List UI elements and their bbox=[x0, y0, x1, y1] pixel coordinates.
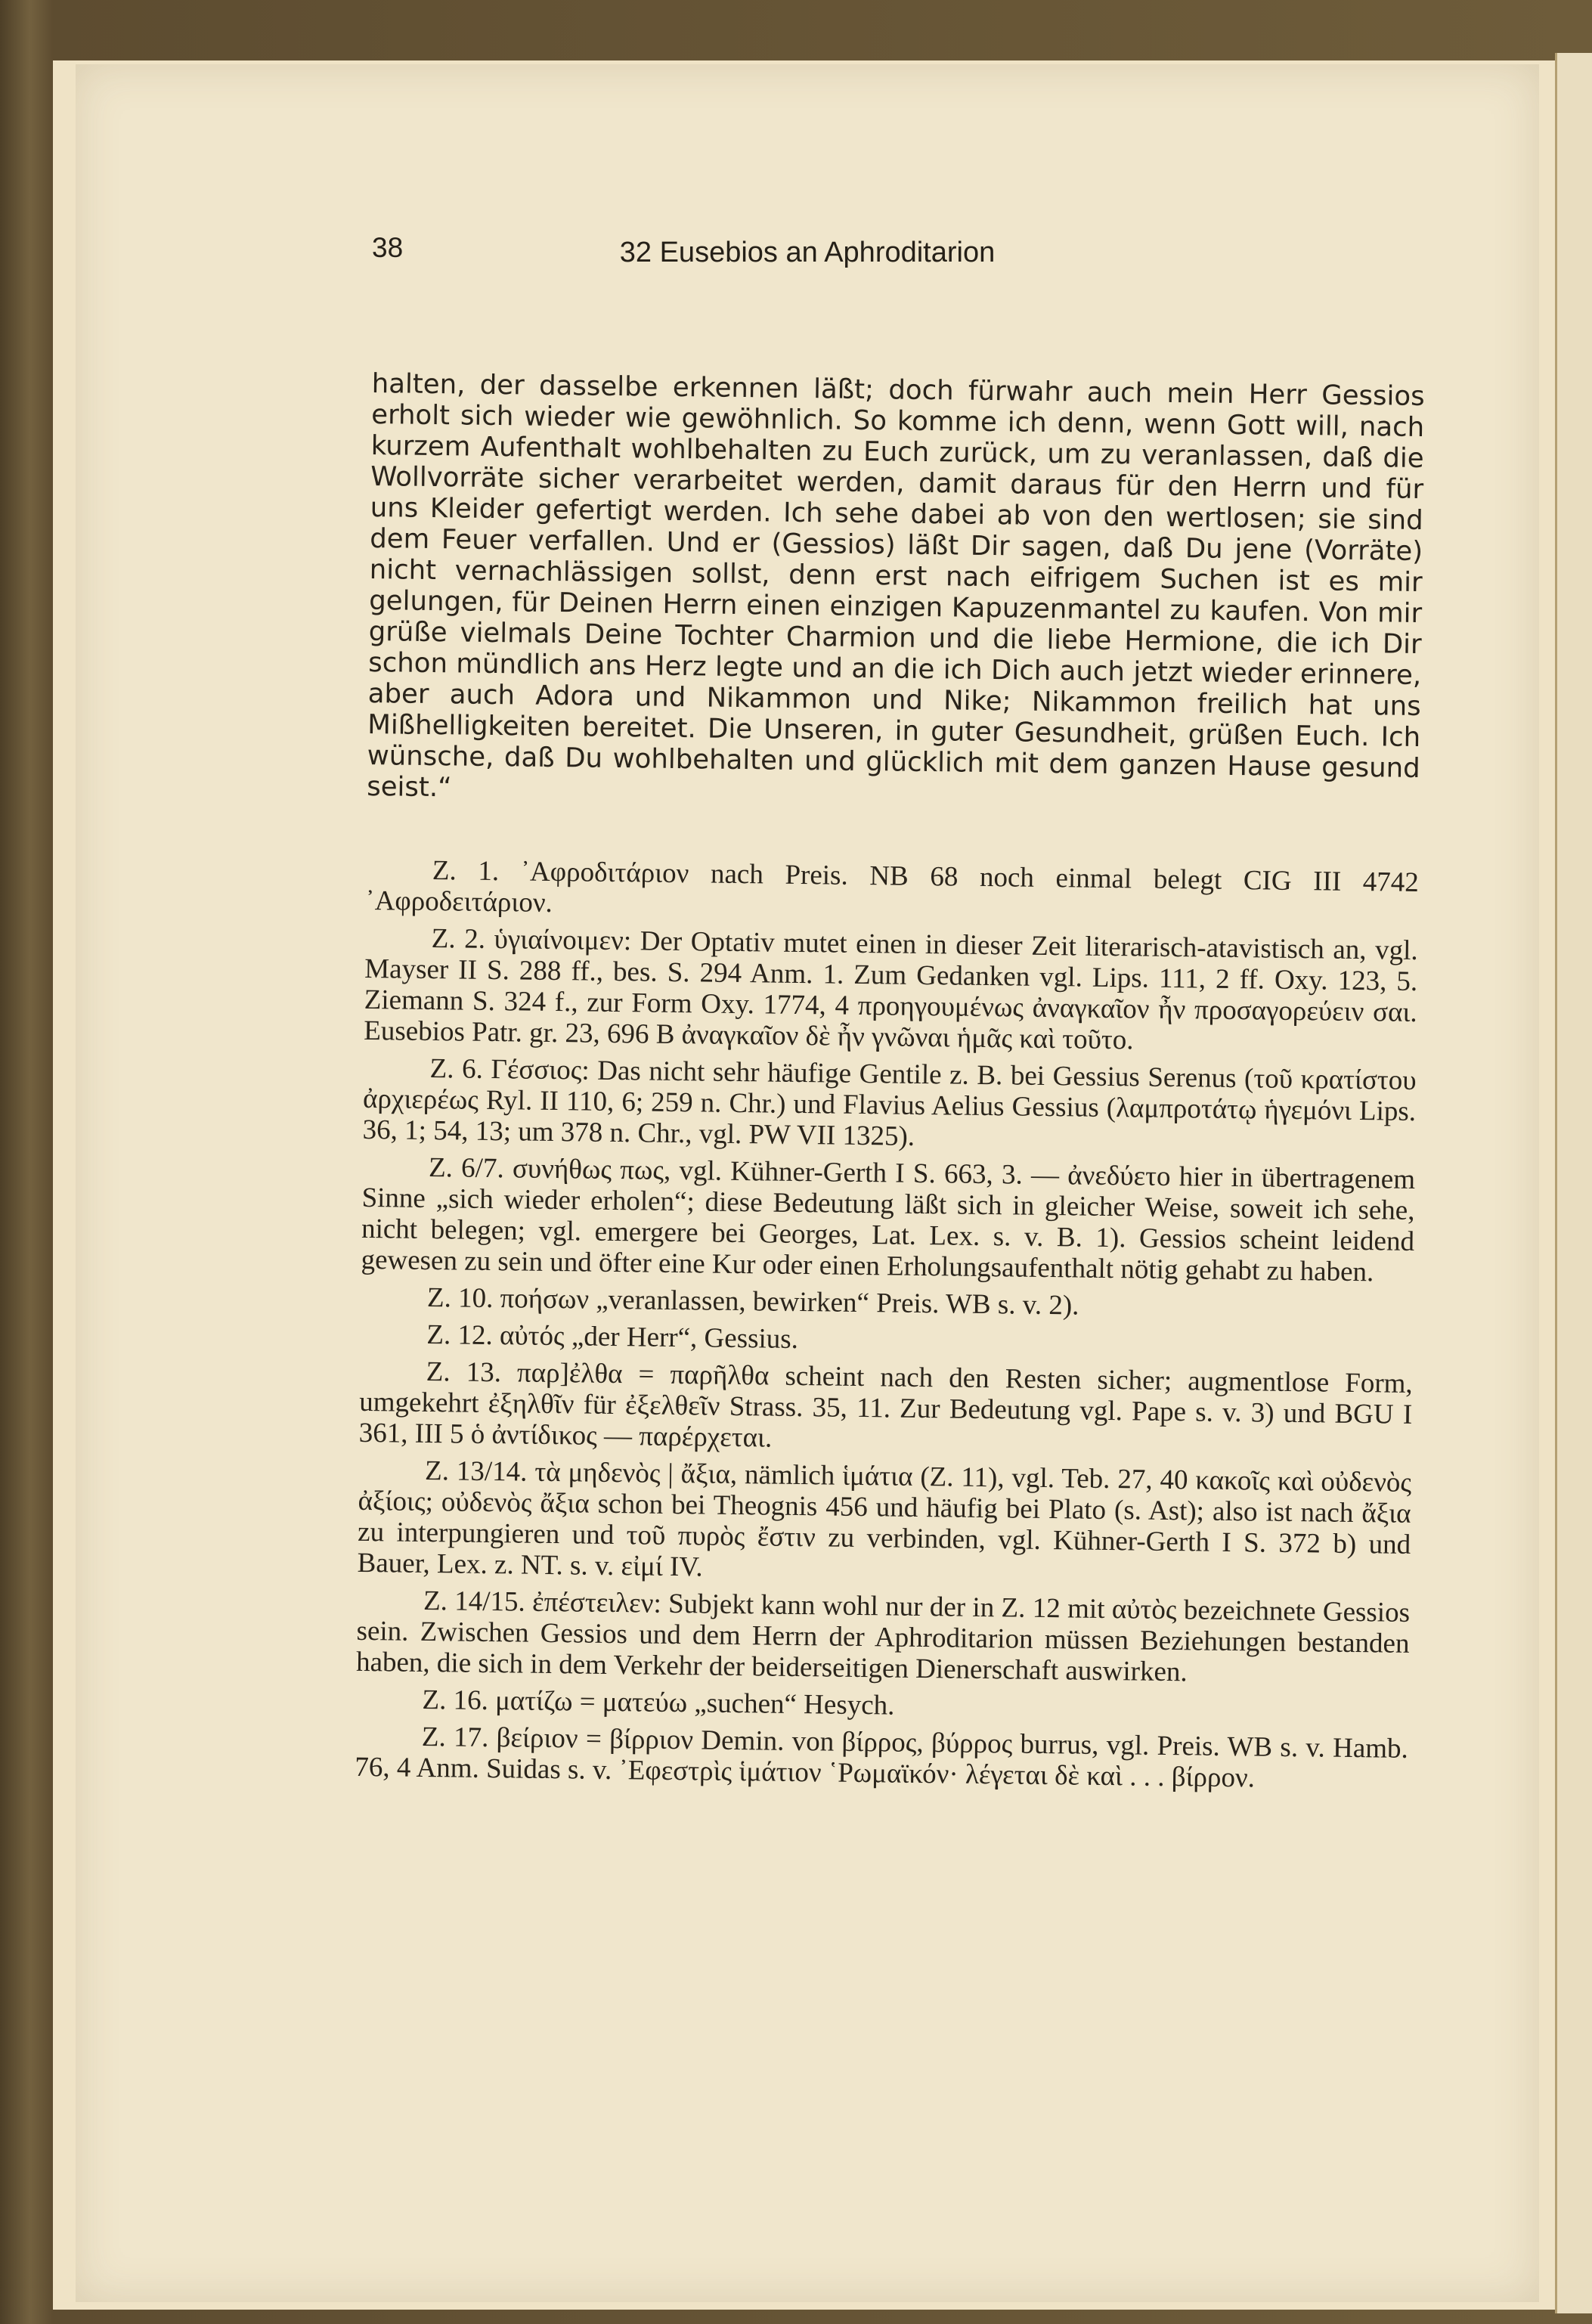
letter-translation bbox=[367, 368, 1425, 815]
note-ref: Z. 6/7. bbox=[428, 1151, 504, 1185]
note-ref: Z. 16. bbox=[422, 1684, 489, 1717]
letter-paragraph: halten, der dasselbe erkennen läßt; doch fürwahr auch mein Herr Gessios erholt sich wieder wie gewöhnlich. So komme ich denn, wenn Gott will, nach kurzem Aufenthalt wohlbehalten zu Euch zurück, um zu veranlassen, daß die Wollvorräte sicher verarbeitet werden, damit daraus für den Herrn und für uns Kleider gefertigt werden. Ich sehe dabei ab von den wertlosen; sie sind dem Feuer verfallen. Und er (Gessios) läßt Dir sagen, daß Du jene (Vorräte) nicht vernachlässigen sollst, denn erst nach eifrigem Suchen ist es mir gelungen, für Deinen Herrn einen einzigen Kapuzenmantel zu kaufen. Von mir grüße vielmals Deine Tochter Charmion und die liebe Hermione, die ich Dir schon mündlich ans Herz legte und an die ich Dich auch jetzt wieder erinnere, aber auch Adora und Nikammon und Nike; Nikammon freilich hat uns Mißhelligkeiten bereitet. Die Unseren, in guter Gesundheit, grüßen Euch. Ich wünsche, daß Du wohlbehalten und glücklich mit dem ganzen Hause gesund seist.“ bbox=[366, 368, 1425, 804]
note-text: ἐπέστειλεν: Subjekt kann wohl nur der in Z. 12 mit αὐτὸς bezeichnete Gessios sein. Zwischen Gessios und dem Herrn der Aphroditarion müssen Beziehungen bestanden haben, die sich in dem Verkehr der beiderseitigen Dienerschaft auswirken. bbox=[355, 1586, 1411, 1688]
note-z14-15 bbox=[356, 1585, 1410, 1690]
note-z6-7 bbox=[361, 1151, 1415, 1288]
note-ref: Z. 10. bbox=[426, 1281, 494, 1315]
page-content bbox=[355, 368, 1425, 1802]
note-text: βείριον = βίρριον Demin. von βίρρος, βύρρος burrus, vgl. Preis. WB s. v. Hamb. 76, 4 Anm. Suidas s. v. ᾿Εφεστρὶς ἱμάτιον ῾Ρωμαϊκόν· λέγεται δὲ καὶ . . . βίρρον. bbox=[355, 1722, 1409, 1794]
note-z17 bbox=[355, 1721, 1408, 1796]
note-z13 bbox=[359, 1356, 1413, 1461]
note-z12 bbox=[360, 1318, 1413, 1362]
next-page-edge bbox=[1555, 53, 1592, 2313]
note-ref: Z. 14/15. bbox=[423, 1585, 526, 1618]
note-ref: Z. 6. bbox=[429, 1053, 484, 1085]
note-z13-14 bbox=[357, 1455, 1411, 1591]
note-text: παρ]ἐλθα = παρῆλθα scheint nach den Resten sicher; augmentlose Form, umgekehrt ἐξηλθῖν für ἐξελθεῖν Strass. 35, 11. Zur Bedeutung vgl. Pape s. v. 3) und BGU I 361, III 5 ὁ ἀντίδικος — παρέρχεται. bbox=[358, 1357, 1413, 1454]
note-text: αὐτός „der Herr“, Gessius. bbox=[499, 1320, 799, 1355]
running-title: 32 Eusebios an Aphroditarion bbox=[619, 237, 996, 268]
note-z6 bbox=[362, 1052, 1416, 1158]
note-text: συνήθως πως, vgl. Kühner-Gerth I S. 663, 3. — ἀνεδύετο hier in übertragenem Sinne „sich wieder erholen“; diese Bedeutung läßt sich in gleicher Weise, soweit ich sehe, nicht belegen; vgl. emergere bei Georges, Lat. Lex. s. v. B. 1). Gessios scheint leidend gewesen zu sein und öfter eine Kur oder einen Erholungsaufenthalt nötig gehabt zu haben. bbox=[361, 1153, 1416, 1288]
note-z2 bbox=[364, 922, 1418, 1059]
note-text: Γέσσιος: Das nicht sehr häufige Gentile z. B. bei Gessius Serenus (τοῦ κρατίστου ἀρχιερέως Ryl. II 110, 6; 259 n. Chr.) und Flavius Aelius Gessius (λαμπροτάτῳ ἡγεμόνι Lips. 36, 1; 54, 13; um 378 n. Chr., vgl. PW VII 1325). bbox=[362, 1053, 1417, 1152]
note-text: ᾿Αφροδιτάριον nach Preis. NB 68 noch einmal belegt CIG III 4742 ᾿Αφροδειτάριον. bbox=[365, 856, 1420, 919]
note-text: ματίζω = ματεύω „suchen“ Hesych. bbox=[494, 1685, 895, 1721]
note-ref: Z. 12. bbox=[426, 1318, 493, 1352]
note-ref: Z. 2. bbox=[431, 923, 486, 955]
note-text: τὰ μηδενὸς | ἄξια, nämlich ἱμάτια (Z. 11), vgl. Teb. 27, 40 κακοῖς καὶ οὐδενὸς ἀξίοις; οὐδενὸς ἄξια schon bei Theognis 456 und häufig bei Plato (s. Ast); also ist nach ἄξια zu interpungieren und τοῦ πυρὸς ἔστιν zu verbinden, vgl. Kühner-Gerth I S. 372 b) und Bauer, Lex. z. NT. s. v. εἰμί IV. bbox=[357, 1456, 1412, 1583]
note-text: ποήσων „veranlassen, bewirken“ Preis. WB s. v. 2). bbox=[500, 1283, 1079, 1322]
book-page bbox=[76, 64, 1539, 2302]
note-text: ὑγιαίνοιμεν: Der Optativ mutet einen in dieser Zeit literarisch-atavistisch an, vgl. Mayser II S. 288 ff., bes. S. 294 Anm. 1. Zum Gedanken vgl. Lips. 111, 2 ff. Oxy. 123, 5. Ziemann S. 324 f., zur Form Oxy. 1774, 4 προηγουμένως ἀναγκαῖον ἦν προσαγορεύειν σαι. Eusebios Patr. gr. 23, 696 B ἀναγκαῖον δὲ ἦν γνῶναι ἡμᾶς καὶ τοῦτο. bbox=[364, 924, 1418, 1056]
note-ref: Z. 13/14. bbox=[424, 1455, 528, 1488]
note-z16 bbox=[355, 1684, 1408, 1728]
note-ref: Z. 1. bbox=[432, 855, 500, 888]
note-z1 bbox=[365, 854, 1419, 929]
note-ref: Z. 13. bbox=[426, 1356, 502, 1389]
page-number: 38 bbox=[372, 232, 404, 263]
note-ref: Z. 17. bbox=[421, 1721, 489, 1754]
commentary-notes bbox=[355, 854, 1419, 1796]
note-z10 bbox=[361, 1281, 1414, 1325]
